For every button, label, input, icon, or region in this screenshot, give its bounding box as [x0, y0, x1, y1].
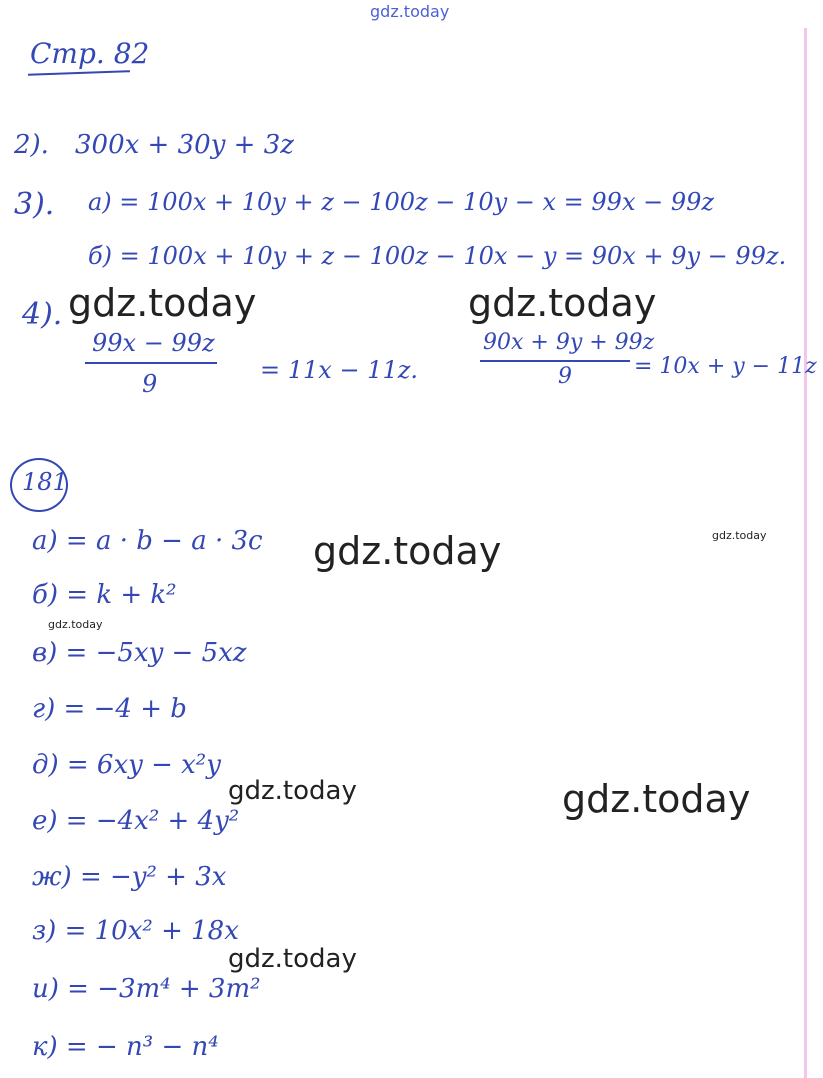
line-3a-expr: а) = 100x + 10y + z − 100z − 10y − x = 99x − 99z: [88, 188, 715, 216]
answer-e: е) = −4x² + 4y²: [32, 806, 240, 836]
answer-zh: ж) = −y² + 3x: [32, 862, 227, 892]
answer-z: з) = 10x² + 18x: [32, 916, 239, 946]
fraction-1-bar: [85, 362, 217, 364]
watermark: gdz.today: [562, 777, 751, 821]
watermark-top: gdz.today: [370, 2, 450, 21]
answer-d: д) = 6xy − x²y: [32, 750, 221, 780]
fraction-2-numerator: 90x + 9y + 99z: [483, 330, 655, 355]
line-2-label: 2).: [14, 130, 49, 160]
fraction-1-denominator: 9: [142, 370, 158, 398]
answer-g: г) = −4 + b: [32, 694, 187, 724]
line-3b-expr: б) = 100x + 10y + z − 100z − 10x − y = 90x + 9y − 99z.: [88, 242, 787, 270]
line-2-expr: 300x + 30y + 3z: [75, 130, 294, 160]
line-4-label: 4).: [22, 297, 63, 332]
fraction-2-denominator: 9: [558, 364, 572, 389]
watermark: gdz.today: [68, 281, 257, 325]
header-underline: [28, 70, 130, 76]
watermark: gdz.today: [228, 776, 357, 806]
answer-k: к) = − n³ − n⁴: [32, 1032, 219, 1062]
watermark-small: gdz.today: [712, 529, 767, 542]
answer-v: в) = −5xy − 5xz: [32, 638, 247, 668]
watermark-small: gdz.today: [48, 618, 103, 631]
task-number: 181: [22, 468, 68, 496]
answer-b: б) = k + k²: [32, 580, 177, 610]
watermark: gdz.today: [313, 529, 502, 573]
fraction-1-result: = 11x − 11z.: [260, 356, 418, 384]
fraction-2-bar: [480, 360, 630, 362]
line-3-label: 3).: [14, 187, 55, 222]
fraction-1-numerator: 99x − 99z: [92, 329, 215, 357]
answer-a: а) = a · b − a · 3c: [32, 526, 263, 556]
margin-line: [804, 28, 807, 1078]
fraction-2-result: = 10x + y − 11z: [634, 354, 817, 379]
answer-i: и) = −3m⁴ + 3m²: [32, 974, 261, 1004]
watermark: gdz.today: [228, 944, 357, 974]
watermark: gdz.today: [468, 281, 657, 325]
page-header: Стр. 82: [30, 37, 150, 70]
